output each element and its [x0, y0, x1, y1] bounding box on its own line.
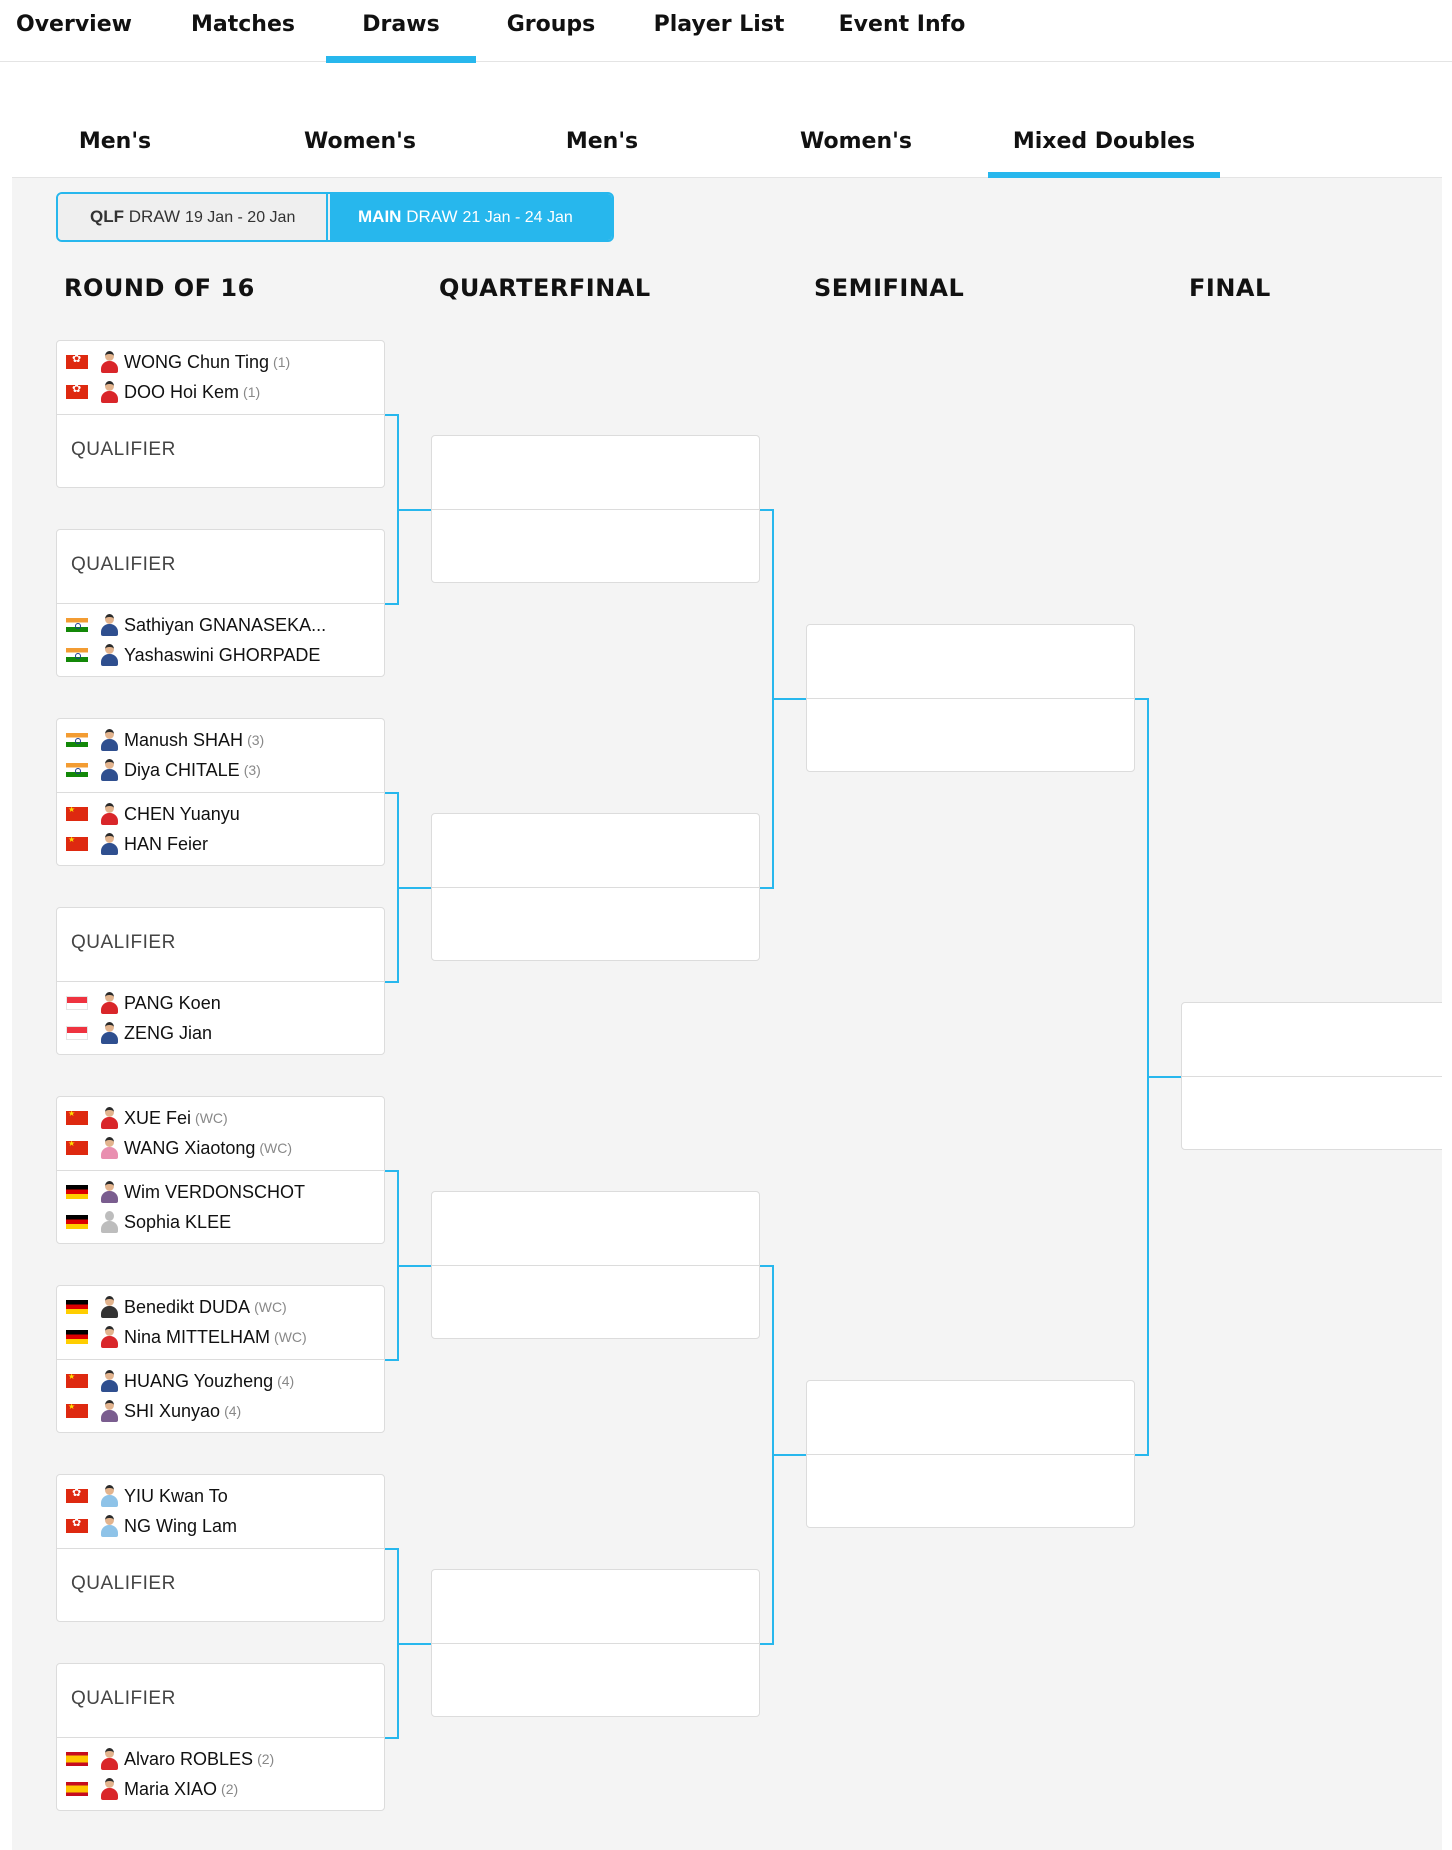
avatar-body	[101, 1221, 118, 1233]
player-name[interactable]: DOO Hoi Kem	[124, 381, 240, 402]
player-avatar	[100, 1485, 118, 1507]
match-slot[interactable]	[57, 1360, 384, 1434]
player-row[interactable]	[66, 831, 208, 857]
player-row[interactable]	[66, 379, 260, 405]
player-name[interactable]: Sathiyan GNANASEKA...	[124, 614, 327, 635]
player-row[interactable]	[66, 1513, 237, 1539]
draw-toggle	[56, 192, 614, 242]
flag-icon-in	[66, 618, 88, 632]
player-row[interactable]	[66, 1020, 212, 1046]
avatar-body	[101, 1032, 118, 1044]
player-seed: (2)	[257, 1751, 275, 1767]
player-row[interactable]	[66, 349, 290, 375]
player-row[interactable]	[66, 1179, 305, 1205]
player-row[interactable]	[66, 1294, 287, 1320]
player-seed: (3)	[243, 762, 261, 778]
player-avatar	[100, 614, 118, 636]
player-name[interactable]: WONG Chun Ting	[124, 351, 270, 372]
avatar-body	[101, 1336, 118, 1348]
avatar-head	[105, 1400, 114, 1410]
match-slot[interactable]	[807, 1381, 1134, 1455]
player-name[interactable]: SHI Xunyao	[124, 1400, 221, 1421]
match-slot[interactable]	[807, 1455, 1134, 1529]
player-name[interactable]: CHEN Yuanyu	[124, 803, 240, 824]
r16-match[interactable]	[56, 1096, 385, 1244]
player-avatar	[100, 1370, 118, 1392]
avatar-body	[101, 1410, 118, 1422]
avatar-head	[105, 1778, 114, 1788]
avatar-head	[105, 1211, 114, 1221]
player-avatar	[100, 759, 118, 781]
player-seed: (WC)	[195, 1110, 228, 1126]
player-name[interactable]: Yashaswini GHORPADE	[124, 644, 321, 665]
player-seed: (WC)	[274, 1329, 307, 1345]
player-name[interactable]: YIU Kwan To	[124, 1485, 228, 1506]
player-row[interactable]	[66, 990, 221, 1016]
tab-player-list[interactable]: Player List	[653, 12, 785, 37]
match-slot[interactable]	[57, 1738, 384, 1812]
match-slot[interactable]	[57, 1549, 384, 1623]
semifinal-match[interactable]	[806, 624, 1135, 772]
avatar-body	[101, 843, 118, 855]
avatar-head	[105, 992, 114, 1002]
avatar-body	[101, 1495, 118, 1507]
match-slot[interactable]	[432, 436, 759, 510]
avatar-body	[101, 361, 118, 373]
match-slot[interactable]	[57, 908, 384, 982]
player-seed: (WC)	[254, 1299, 287, 1315]
flag-icon-hk	[66, 355, 88, 369]
final-match[interactable]	[1181, 1002, 1442, 1150]
player-avatar	[100, 1778, 118, 1800]
avatar-head	[105, 1022, 114, 1032]
player-row[interactable]	[66, 1324, 307, 1350]
player-avatar	[100, 1748, 118, 1770]
player-row[interactable]	[66, 1368, 294, 1394]
avatar-head	[105, 1326, 114, 1336]
flag-icon-de	[66, 1330, 88, 1344]
match-slot[interactable]	[57, 604, 384, 678]
tab-womens-singles[interactable]: Women's	[304, 129, 416, 154]
qualifier-label: QUALIFIER	[71, 932, 176, 953]
round-title-final: FINAL	[1189, 274, 1271, 302]
bracket-connector	[397, 1643, 431, 1645]
player-row[interactable]	[66, 727, 264, 753]
avatar-body	[101, 1147, 118, 1159]
match-slot[interactable]	[432, 888, 759, 962]
player-seed: (3)	[247, 732, 265, 748]
avatar-body	[101, 1758, 118, 1770]
player-row[interactable]	[66, 1398, 241, 1424]
player-name[interactable]: HUANG Youzheng	[124, 1370, 274, 1391]
main-draw-option[interactable]: MAIN DRAW 21 Jan - 24 Jan	[330, 194, 614, 240]
bracket-connector	[772, 1454, 806, 1456]
match-slot[interactable]	[1182, 1077, 1442, 1151]
player-name[interactable]: Wim VERDONSCHOT	[124, 1181, 305, 1202]
flag-icon-cn	[66, 1141, 88, 1155]
r16-match[interactable]	[56, 1285, 385, 1433]
player-name[interactable]: Nina MITTELHAM	[124, 1326, 271, 1347]
flag-icon-cn	[66, 1374, 88, 1388]
event-nav	[12, 116, 1442, 178]
player-row[interactable]	[66, 1483, 228, 1509]
match-slot[interactable]	[807, 625, 1134, 699]
match-slot[interactable]	[807, 699, 1134, 773]
player-name[interactable]: Diya CHITALE	[124, 759, 240, 780]
avatar-body	[101, 624, 118, 636]
match-slot[interactable]	[57, 982, 384, 1056]
avatar-body	[101, 1525, 118, 1537]
tab-mens-singles[interactable]: Men's	[78, 129, 152, 154]
avatar-head	[105, 1748, 114, 1758]
player-seed: (1)	[243, 384, 261, 400]
tab-draws[interactable]: Draws	[326, 0, 476, 62]
flag-icon-cn	[66, 1404, 88, 1418]
avatar-head	[105, 1137, 114, 1147]
flag-icon-cn	[66, 807, 88, 821]
flag-icon-in	[66, 648, 88, 662]
avatar-body	[101, 813, 118, 825]
r16-match[interactable]	[56, 1474, 385, 1622]
flag-icon-de	[66, 1215, 88, 1229]
match-slot[interactable]	[432, 814, 759, 888]
r16-match[interactable]	[56, 529, 385, 677]
flag-icon-hk	[66, 1489, 88, 1503]
qualifier-label: QUALIFIER	[71, 439, 176, 460]
avatar-body	[101, 1380, 118, 1392]
top-nav	[0, 0, 1452, 62]
quarterfinal-match[interactable]	[431, 1569, 760, 1717]
flag-icon-in	[66, 733, 88, 747]
flag-icon-de	[66, 1300, 88, 1314]
avatar-body	[101, 391, 118, 403]
bracket-area	[12, 178, 1442, 1850]
tab-overview[interactable]: Overview	[16, 12, 132, 37]
avatar-head	[105, 351, 114, 361]
qlf-draw-option[interactable]: QLF DRAW 19 Jan - 20 Jan	[58, 194, 328, 240]
player-seed: (4)	[277, 1373, 295, 1389]
avatar-body	[101, 1306, 118, 1318]
avatar-body	[101, 1191, 118, 1203]
round-title-quarterfinal: QUARTERFINAL	[439, 274, 651, 302]
flag-icon-hk	[66, 385, 88, 399]
quarterfinal-match[interactable]	[431, 813, 760, 961]
player-avatar	[100, 729, 118, 751]
player-row[interactable]	[66, 642, 320, 668]
player-avatar	[100, 1137, 118, 1159]
avatar-head	[105, 803, 114, 813]
avatar-head	[105, 1370, 114, 1380]
match-slot[interactable]	[432, 1644, 759, 1718]
player-name[interactable]: Alvaro ROBLES	[124, 1748, 254, 1769]
match-slot[interactable]	[57, 1171, 384, 1245]
player-avatar	[100, 1400, 118, 1422]
player-name[interactable]: Sophia KLEE	[124, 1211, 232, 1232]
match-slot[interactable]	[432, 1192, 759, 1266]
player-row[interactable]	[66, 1746, 274, 1772]
player-avatar	[100, 1022, 118, 1044]
r16-match[interactable]	[56, 340, 385, 488]
bracket-connector	[397, 509, 431, 511]
match-slot[interactable]	[57, 1475, 384, 1549]
match-slot[interactable]	[57, 530, 384, 604]
player-name[interactable]: NG Wing Lam	[124, 1515, 238, 1536]
flag-icon-de	[66, 1185, 88, 1199]
player-row[interactable]	[66, 757, 261, 783]
match-slot[interactable]	[57, 415, 384, 489]
flag-icon-sg	[66, 1026, 88, 1040]
player-row[interactable]	[66, 612, 326, 638]
flag-icon-hk	[66, 1519, 88, 1533]
player-row[interactable]	[66, 1776, 238, 1802]
flag-icon-in	[66, 763, 88, 777]
round-title-r16: ROUND OF 16	[64, 274, 255, 302]
player-avatar	[100, 1326, 118, 1348]
tab-mens-doubles[interactable]: Men's	[565, 129, 639, 154]
player-row[interactable]	[66, 1135, 292, 1161]
player-name[interactable]: Manush SHAH	[124, 729, 244, 750]
player-seed: (4)	[224, 1403, 242, 1419]
match-slot[interactable]	[432, 510, 759, 584]
tab-womens-doubles[interactable]: Women's	[800, 129, 912, 154]
match-slot[interactable]	[57, 1097, 384, 1171]
match-slot[interactable]	[57, 341, 384, 415]
player-row[interactable]	[66, 1209, 231, 1235]
match-slot[interactable]	[1182, 1003, 1442, 1077]
avatar-body	[101, 769, 118, 781]
player-name[interactable]: PANG Koen	[124, 992, 221, 1013]
player-name[interactable]: ZENG Jian	[124, 1022, 213, 1043]
r16-match[interactable]	[56, 907, 385, 1055]
quarterfinal-match[interactable]	[431, 1191, 760, 1339]
tab-event-info[interactable]: Event Info	[838, 12, 966, 37]
flag-icon-cn	[66, 1111, 88, 1125]
player-avatar	[100, 1107, 118, 1129]
tab-mixed-doubles[interactable]: Mixed Doubles	[988, 116, 1220, 178]
semifinal-match[interactable]	[806, 1380, 1135, 1528]
player-avatar	[100, 803, 118, 825]
avatar-body	[101, 654, 118, 666]
player-seed: (1)	[273, 354, 291, 370]
player-avatar	[100, 833, 118, 855]
avatar-head	[105, 381, 114, 391]
player-row[interactable]	[66, 801, 240, 827]
player-avatar	[100, 644, 118, 666]
flag-icon-es	[66, 1752, 88, 1766]
match-slot[interactable]	[57, 1286, 384, 1360]
player-avatar	[100, 1211, 118, 1233]
bracket-connector	[772, 698, 806, 700]
flag-icon-cn	[66, 837, 88, 851]
avatar-head	[105, 1107, 114, 1117]
qualifier-label: QUALIFIER	[71, 1688, 176, 1709]
player-name[interactable]: HAN Feier	[124, 833, 209, 854]
match-slot[interactable]	[57, 719, 384, 793]
round-title-semifinal: SEMIFINAL	[814, 274, 965, 302]
quarterfinal-match[interactable]	[431, 435, 760, 583]
avatar-head	[105, 1181, 114, 1191]
avatar-head	[105, 1485, 114, 1495]
player-avatar	[100, 351, 118, 373]
qualifier-label: QUALIFIER	[71, 554, 176, 575]
avatar-head	[105, 1296, 114, 1306]
avatar-head	[105, 759, 114, 769]
player-name[interactable]: XUE Fei	[124, 1107, 192, 1128]
match-slot[interactable]	[57, 793, 384, 867]
avatar-head	[105, 729, 114, 739]
avatar-body	[101, 1788, 118, 1800]
avatar-body	[101, 739, 118, 751]
r16-match[interactable]	[56, 1663, 385, 1811]
player-name[interactable]: WANG Xiaotong	[124, 1137, 256, 1158]
match-slot[interactable]	[57, 1664, 384, 1738]
flag-icon-sg	[66, 996, 88, 1010]
qualifier-label: QUALIFIER	[71, 1573, 176, 1594]
player-avatar	[100, 381, 118, 403]
tab-groups[interactable]: Groups	[506, 12, 596, 37]
avatar-head	[105, 644, 114, 654]
flag-icon-es	[66, 1782, 88, 1796]
bracket-connector	[397, 1265, 431, 1267]
player-avatar	[100, 1296, 118, 1318]
player-seed: (2)	[221, 1781, 239, 1797]
player-name[interactable]: Benedikt DUDA	[124, 1296, 251, 1317]
player-seed: (WC)	[259, 1140, 293, 1156]
avatar-body	[101, 1002, 118, 1014]
player-avatar	[100, 1515, 118, 1537]
avatar-head	[105, 1515, 114, 1525]
avatar-body	[101, 1117, 118, 1129]
player-name[interactable]: Maria XIAO	[124, 1778, 218, 1799]
tab-matches[interactable]: Matches	[191, 12, 295, 37]
r16-match[interactable]	[56, 718, 385, 866]
match-slot[interactable]	[432, 1266, 759, 1340]
player-row[interactable]	[66, 1105, 228, 1131]
player-avatar	[100, 1181, 118, 1203]
bracket-connector	[1147, 1076, 1181, 1078]
player-avatar	[100, 992, 118, 1014]
bracket-connector	[397, 887, 431, 889]
avatar-head	[105, 614, 114, 624]
match-slot[interactable]	[432, 1570, 759, 1644]
avatar-head	[105, 833, 114, 843]
